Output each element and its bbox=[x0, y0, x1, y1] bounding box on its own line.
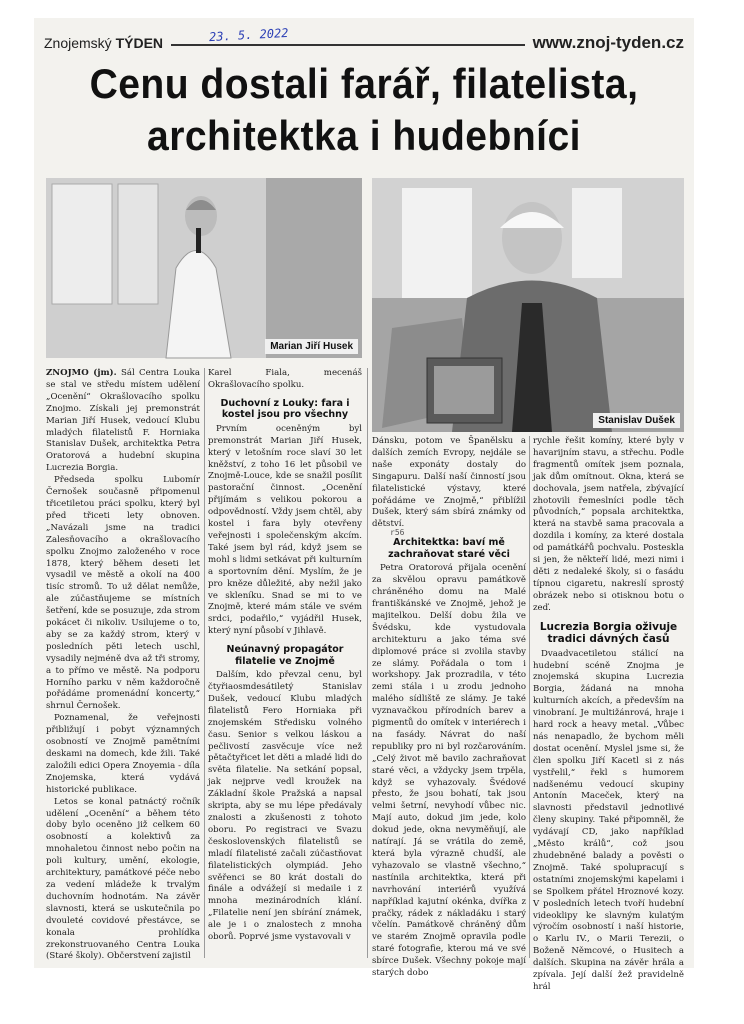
headline-line-1: Cenu dostali farář, filatelista, bbox=[89, 60, 639, 107]
paragraph: Letos se konal patnáctý ročník udělení „Ocenění“ a během této doby bylo oceněno již celkem 60 osobností a kolektivů za mnohaletou činnost nebo počin na poli kultury, umění, ekologie, architektury, památkové péče nebo za vedení mládeže k trvalým duchovním hodnotám. Na závěr slavnosti, která se uskutečnila po dvouleté covidové přestávce, se konala prohlídka zrekonstruovaného Centra Louka (Staré školy). Občerstvení zajistil bbox=[46, 796, 200, 962]
paragraph: Petra Oratorová přijala ocenění za skvělou opravu památkově chráněného domu na Malé františkánské ve Znojmě, jehož je majitelkou. Delší dobu žila ve Švédsku, kde vystudovala architekturu a jako téma své diplomové práce si zvolila stavby ze slámy. Pořádala o tom i workshopy. Jak prozradila, v této zemi stála i u zrodu jednoho malého sídliště ze slámy. Je také vyznavačkou přírodních barev a pigmentů do omítek v interiérech i na fasády. Návrat do naší republiky pro ni byl rozčarováním. „Celý život mě bavilo zachraňovat staré věci, a vždycky jsem trpěla, když se vyhazovaly. Švédové přesto, že jsou bohatí, tak jsou velmi šetrní, nevyhodí vůbec nic. Mají auto, dokud jim jede, kolo dokud jede, okna nevyměňují, ale natírají. Já se vrátila do země, která byla výrazně chudší, ale vyhazovalo se vlastně všechno,“ nastínila architektka, která při navrhování interiérů využívá například kajutní okénka, dvířka z pračky, rádek z nákladáku i starý včelín. Památkově chráněný dům ve starém Znojmě opravila podle staré fotografie, kterou má ve své sbírce Dušek. Všechny pokoje mají starých dobo bbox=[372, 563, 526, 979]
newspaper-name bbox=[44, 35, 163, 51]
column-divider bbox=[204, 368, 205, 958]
photo-left-illustration bbox=[46, 178, 362, 358]
article-column-1 bbox=[46, 368, 200, 962]
paragraph: Dvaadvacetiletou stálicí na hudební scéně Znojma je znojemská skupina Lucrezia Borgia, žádaná na mnoha kulturních akcích, a především na vinobraní. Je multižánrová, hraje i hard rock a heavy metal. „Vůbec nás nenapadlo, že bychom měli dostat ocenění. Myslel jsme si, že člen spolku Jiří Kacetl si z nás vystřelil,“ řekl s humorem nadšenému vedoucí skupiny Antonín Maceček, který na slavnosti představil jednotlivé členy skupiny. Také připomněl, že vydávají CD, jako například „Město králů“, což jsou zhudebněné balady a pověsti o Znojmě. Také spolupracují s ostatními znojemskými kapelami i se Spolkem přátel Hroznové kozy. V posledních letech tvoří hudební videoklipy ke slavným kulatým výročím osobností i naší historie, o Karlu IV., o Marii Terezii, o Boženě Němcové, o Husitech a dalších. Skupina na závěr hrála a zpívala. Její další žež pravidelně hrál bbox=[533, 648, 684, 992]
paragraph-text: Sál Centra Louka se stal ve středu místem udělení „Ocenění“ Okrašlovacího spolku Znojmo. Získali jej premonstrát Marian Jiří Husek, vedoucí Klubu mladých filatelistů F. Horniaka Stanislav Dušek, architektka Petra Oratorová a hudební skupina Lucrezia Borgia. bbox=[46, 368, 200, 474]
masthead bbox=[44, 25, 684, 54]
photo-marian-husek bbox=[46, 178, 362, 358]
photo-left-caption: Marian Jiří Husek bbox=[265, 339, 358, 354]
newspaper-name-bold: TÝDEN bbox=[115, 35, 164, 51]
handwritten-date: 23. 5. 2022 bbox=[208, 25, 289, 45]
column-divider bbox=[367, 368, 368, 958]
paragraph: Dánsku, potom ve Španělsku a dalších zemích Evropy, nejdále se naše exponáty dostaly do Singapuru. Další naší činností jsou filatelistické výstavy, které pořádáme ve Znojmě,“ přiblížil Dušek, který sám sbírá známky od dětství. bbox=[372, 436, 526, 530]
paragraph: Poznamenal, že veřejnosti přibližují i pobyt významných osobností ve Znojmě pamětními deskami na domech, kde žili. Také založili edici Opera Znoyemia - díla Znojemska, která vydává historické publikace. bbox=[46, 713, 200, 795]
photo-stanislav-dusek bbox=[372, 178, 684, 432]
headline bbox=[65, 58, 664, 162]
paragraph: Karel Fiala, mecenáš Okrašlovacího spolku. bbox=[208, 368, 362, 390]
paragraph: Předseda spolku Lubomír Černošek současně připomenul třicetiletou práci spolku, který byl před třiceti lety obnoven. „Navázali jsme na tradici Zalesňovacího a okrašlovacího spolku Znojmo založeného v roce 1878, který během deseti let vysadil ve městě a okolí na 400 tisíc stromů. To už dělat nemůže, ale zúčastňujeme se místních šetření, kde se posuzuje, zda strom pokácet či nikoliv. Usilujeme o to, aby se za každý strom, který v posledních pěti letech uschl, vysadily nejméně dva až tři stromy, a to přímo ve městě. Na podporu Horního parku v něm každoročně pořádáme promenádní koncerty,“ shrnul Černošek. bbox=[46, 475, 200, 712]
paragraph: Dalším, kdo převzal cenu, byl čtyřiaosmdesátiletý Stanislav Dušek, vedoucí Klubu mladých filatelistů Fero Horniaka při znojemském Středisku volného času. Senior s velkou láskou a pečlivostí zasvěcuje více než pětačtyřicet let děti a mladé lidi do světa filatelie. Na setkání popsal, jak nejprve vedl kroužek na Základní škole Pražská a napsal skripta, aby se mu lépe předávaly znalosti a zkušenosti z tohoto oboru. Po registraci ve Svazu československých filatelistů se mladí filatelisté začali zúčastňovat filatelistických olympiád. Jeho svěřenci se 80 krát dostali do finále a odvážejí si medaile i z mnoha mezinárodních klání. „Filatelie není jen sbírání známek, ale je i o znalostech z mnoha oborů. Poprvé jsme vystavovali v bbox=[208, 670, 362, 943]
dateline: ZNOJMO (jm). bbox=[46, 368, 117, 378]
subheading: Architektka: baví mě zachraňovat staré věci bbox=[388, 537, 510, 560]
paragraph: Prvním oceněným byl premonstrát Marian Jiří Husek, který v letošním roce slaví 30 let kněžství, z toho 16 let působil ve Znojmě-Louce, kde se snažil posílit pastorační činnost. „Ocenění přijímám s velikou pokorou a odpovědností. Vždy jsem chtěl, aby kostel i fara byly otevřeny veřejnosti i společenským akcím. Také jsem byl rád, když jsem se mohl s lidmi setkávat při kulturním a sportovním dění. Myslím, že je pro kněze důležité, aby nežil jako ve skleníku. Snad se mi to ve Znojmě, které mám stále ve svém srdci, podařilo,“ vyjádřil Husek, který nyní působí v Jihlavě. bbox=[208, 423, 362, 637]
paragraph bbox=[46, 368, 200, 475]
masthead-rule bbox=[171, 44, 525, 46]
paragraph: rychle řešit komíny, které byly v havarijním stavu, a střechu. Podle fragmentů omítek jsem poznala, jak dům omítnout. Okna, která se dochovala, jsem natřela, zbývající zhotovili řemeslníci podle těch původních,“ popsala architektka, která na stavbě sama pracovala a dozdila i komíny, za které dostala od památkářů pochvalu. Posteskla si jen, že někteří lidé, mezi nimi i děti z nedaleké školy, si o fasádu típnou cigaretu, nakreslí sprostý obrázek nebo si otisknou botu o zeď. bbox=[533, 436, 684, 613]
photo-right-caption: Stanislav Dušek bbox=[593, 413, 680, 428]
column-divider bbox=[529, 436, 530, 958]
article-column-4 bbox=[533, 436, 684, 992]
article-column-3 bbox=[372, 436, 526, 979]
subheading: Lucrezia Borgia oživuje tradici dávných časů bbox=[539, 620, 678, 646]
subheading: Neúnavný propagátor filatelie ve Znojmě bbox=[226, 644, 344, 667]
newspaper-name-regular: Znojemský bbox=[44, 35, 116, 51]
newspaper-page bbox=[34, 18, 694, 992]
margin-mark: r56 bbox=[390, 528, 405, 537]
headline-line-2: architektka i hudebníci bbox=[147, 112, 581, 159]
article-column-2 bbox=[208, 368, 362, 958]
subheading: Duchovní z Louky: fara i kostel jsou pro všechny bbox=[220, 397, 350, 421]
photo-right-illustration bbox=[372, 178, 684, 432]
website-address: www.znoj-tyden.cz bbox=[532, 33, 684, 52]
